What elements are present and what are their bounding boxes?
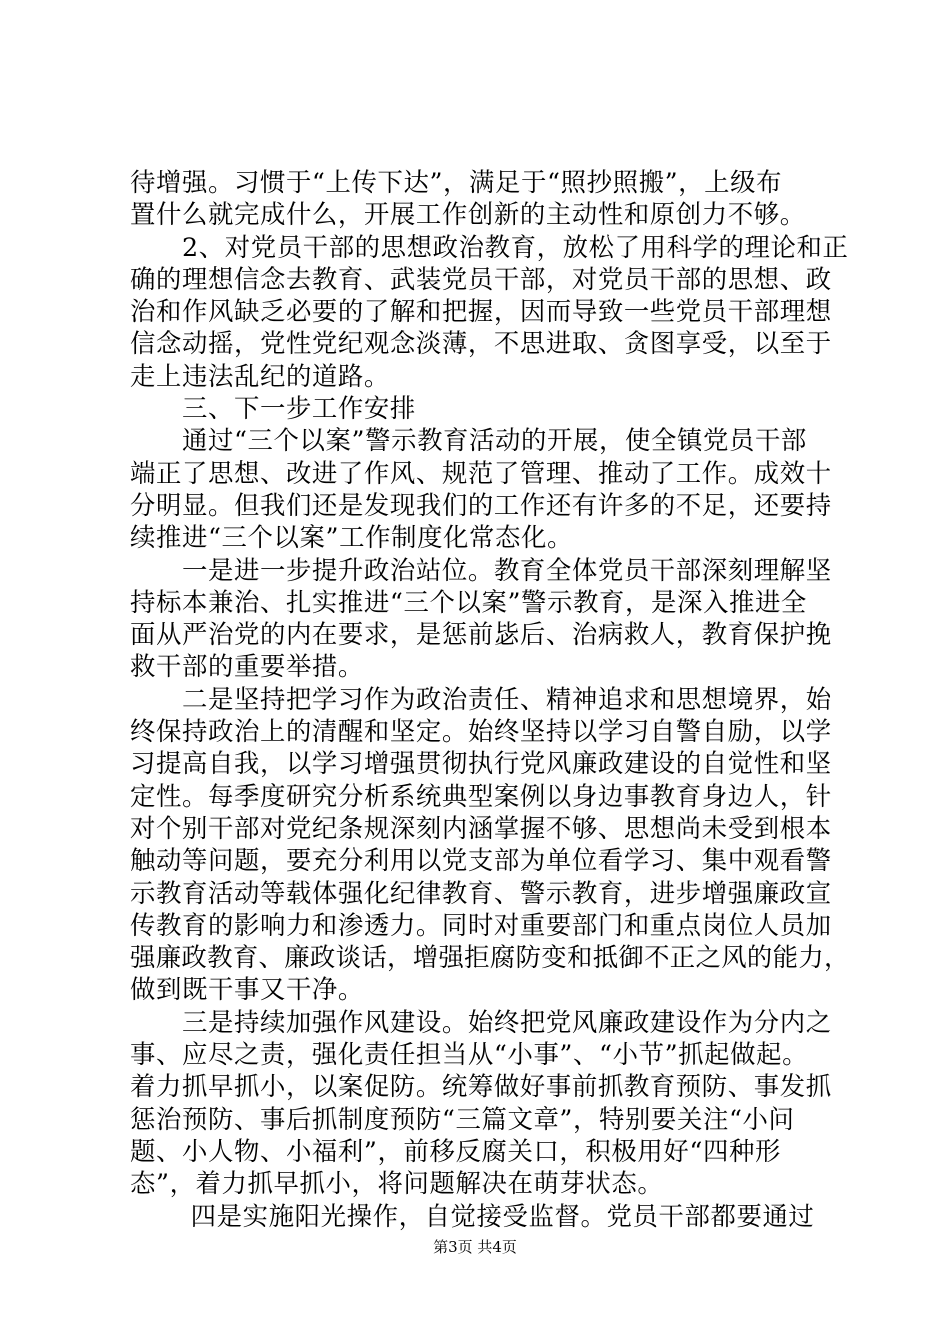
text-line: 2、对党员干部的思想政治教育，放松了用科学的理论和正 xyxy=(130,231,849,262)
text-line: 置什么就完成什么，开展工作创新的主动性和原创力不够。 xyxy=(130,199,806,230)
text-line: 习提高自我，以学习增强贯彻执行党风廉政建设的自觉性和坚 xyxy=(130,748,832,779)
text-line: 着力抓早抓小，以案促防。统筹做好事前抓教育预防、事发抓 xyxy=(130,1071,832,1102)
text-line: 示教育活动等载体强化纪律教育、警示教育，进步增强廉政宣 xyxy=(130,877,832,908)
text-line: 三是持续加强作风建设。始终把党风廉政建设作为分内之 xyxy=(130,1006,832,1037)
text-line: 四是实施阳光操作，自觉接受监督。党员干部都要通过 xyxy=(130,1200,815,1231)
text-line: 传教育的影响力和渗透力。同时对重要部门和重点岗位人员加 xyxy=(130,909,832,940)
text-line: 面从严治党的内在要求，是惩前毖后、治病救人，教育保护挽 xyxy=(130,619,832,650)
document-body xyxy=(130,166,850,1232)
text-line: 确的理想信念去教育、武装党员干部，对党员干部的思想、政 xyxy=(130,263,832,294)
text-line: 端正了思想、改进了作风、规范了管理、推动了工作。成效十 xyxy=(130,457,832,488)
text-line: 通过“三个以案”警示教育活动的开展，使全镇党员干部 xyxy=(130,425,807,456)
text-line: 对个别干部对党纪条规深刻内涵掌握不够、思想尚未受到根本 xyxy=(130,812,832,843)
text-line: 待增强。习惯于“上传下达”，满足于“照抄照搬”，上级布 xyxy=(130,167,783,197)
text-line: 续推进“三个以案”工作制度化常态化。 xyxy=(130,522,574,553)
text-line: 终保持政治上的清醒和坚定。始终坚持以学习自警自励，以学 xyxy=(130,716,832,747)
text-line: 救干部的重要举措。 xyxy=(130,651,364,682)
text-line: 二是坚持把学习作为政治责任、精神追求和思想境界，始 xyxy=(130,683,832,714)
text-line: 定性。每季度研究分析系统典型案例以身边事教育身边人，针 xyxy=(130,780,832,811)
text-line: 题、小人物、小福利”，前移反腐关口，积极用好“四种形 xyxy=(130,1135,781,1166)
text-line: 分明显。但我们还是发现我们的工作还有许多的不足，还要持 xyxy=(130,489,832,520)
text-line: 强廉政教育、廉政谈话，增强拒腐防变和抵御不正之风的能力， xyxy=(130,942,850,973)
text-line: 做到既干事又干净。 xyxy=(130,974,364,1005)
text-line: 事、应尽之责，强化责任担当从“小事”、“小节”抓起做起。 xyxy=(130,1039,809,1070)
text-line: 信念动摇，党性党纪观念淡薄，不思进取、贪图享受，以至于 xyxy=(130,328,832,359)
text-line: 三、下一步工作安排 xyxy=(130,393,416,424)
text-line: 态”，着力抓早抓小，将问题解决在萌芽状态。 xyxy=(130,1168,664,1199)
text-line: 一是进一步提升政治站位。教育全体党员干部深刻理解坚 xyxy=(130,554,832,585)
text-line: 走上违法乱纪的道路。 xyxy=(130,360,390,391)
text-line: 触动等问题，要充分利用以党支部为单位看学习、集中观看警 xyxy=(130,845,832,876)
text-line: 惩治预防、事后抓制度预防“三篇文章”，特别要关注“小问 xyxy=(130,1103,795,1134)
page-footer: 第3页 共4页 xyxy=(433,1238,517,1256)
text-line: 治和作风缺乏必要的了解和把握，因而导致一些党员干部理想 xyxy=(130,296,832,327)
text-line: 持标本兼治、扎实推进“三个以案”警示教育，是深入推进全 xyxy=(130,586,807,617)
